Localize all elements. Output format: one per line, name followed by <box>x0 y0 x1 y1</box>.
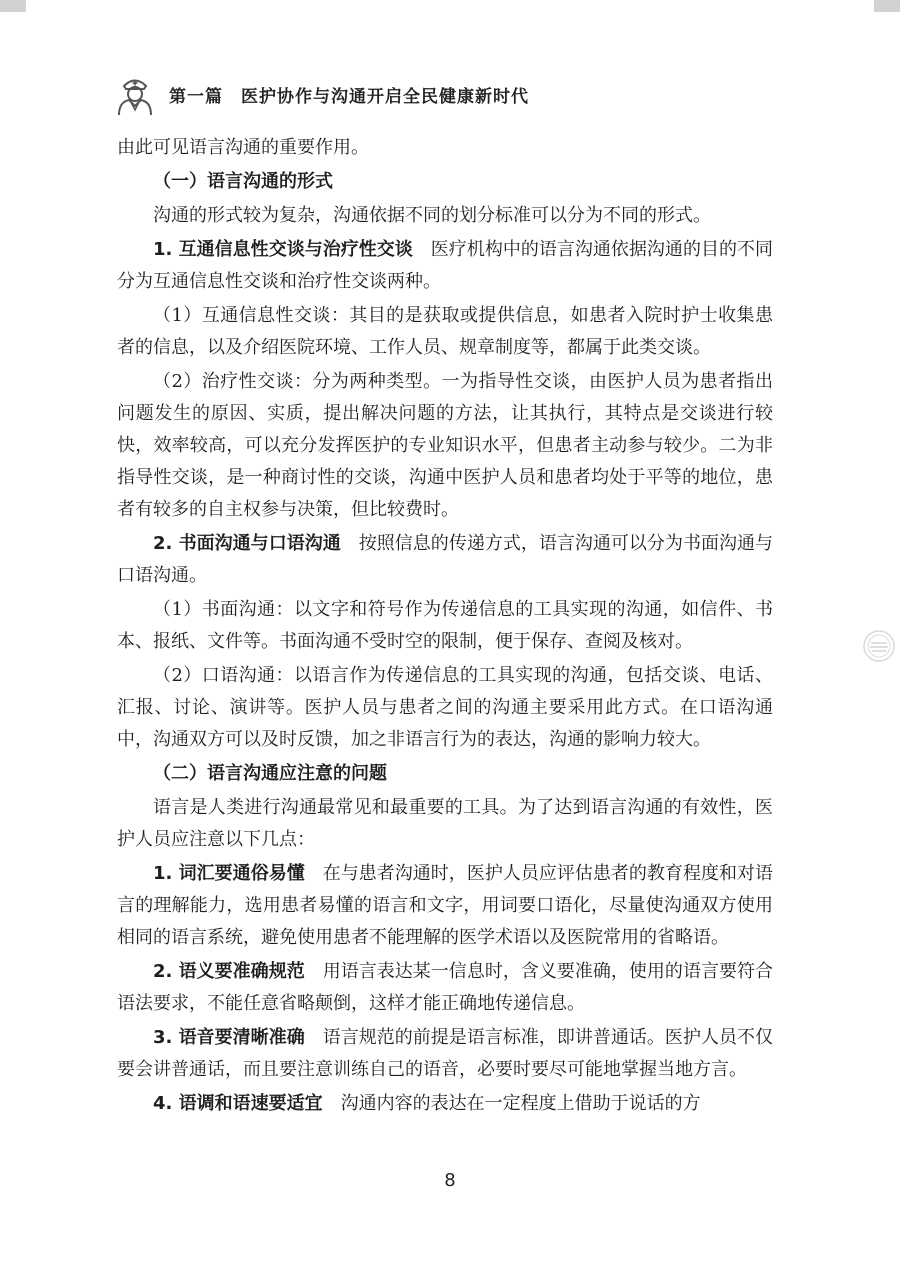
subheading-lead: 2. 书面沟通与口语沟通 <box>153 533 341 554</box>
paragraph: 4. 语调和语速要适宜 沟通内容的表达在一定程度上借助于说话的方 <box>153 1093 701 1114</box>
crop-mark-right <box>874 0 900 12</box>
paragraph: 语言是人类进行沟通最常见和最重要的工具。为了达到语言沟通的有效性，医护人员应注意以下几点： <box>117 797 773 850</box>
paragraph: 2. 书面沟通与口语沟通 按照信息的传递方式，语言沟通可以分为书面沟通与口语沟通。 <box>117 533 773 586</box>
subheading-lead: 3. 语音要清晰准确 <box>153 1027 305 1048</box>
subheading-lead: 2. 语义要准确规范 <box>153 961 305 982</box>
paragraph: （2）治疗性交谈：分为两种类型。一为指导性交谈，由医护人员为患者指出问题发生的原因、实质，提出解决问题的方法，让其执行，其特点是交谈进行较快，效率较高，可以充分发挥医护的专业知识水平，但患者主动参与较少。二为非指导性交谈，是一种商讨性的交谈，沟通中医护人员和患者均处于平等的地位，患者有较多的自主权参与决策，但比较费时。 <box>117 371 773 520</box>
section-heading: （二）语言沟通应注意的问题 <box>153 763 387 784</box>
subheading-lead: 4. 语调和语速要适宜 <box>153 1093 323 1114</box>
paragraph: （2）口语沟通：以语言作为传递信息的工具实现的沟通，包括交谈、电话、汇报、讨论、演讲等。医护人员与患者之间的沟通主要采用此方式。在口语沟通中，沟通双方可以及时反馈，加之非语言行为的表达，沟通的影响力较大。 <box>117 665 773 750</box>
paragraph: 1. 词汇要通俗易懂 在与患者沟通时，医护人员应评估患者的教育程度和对语言的理解能力，选用患者易懂的语言和文字，用词要口语化，尽量使沟通双方使用相同的语言系统，避免使用患者不能理解的医学术语以及医院常用的省略语。 <box>117 863 773 948</box>
paragraph: （1）书面沟通：以文字和符号作为传递信息的工具实现的沟通，如信件、书本、报纸、文件等。书面沟通不受时空的限制，便于保存、查阅及核对。 <box>117 599 773 652</box>
chapter-title: 第一篇 医护协作与沟通开启全民健康新时代 <box>169 86 529 107</box>
subheading-lead: 1. 互通信息性交谈与治疗性交谈 <box>153 239 413 260</box>
publisher-seal-icon <box>862 629 896 663</box>
paragraph: 沟通的形式较为复杂，沟通依据不同的划分标准可以分为不同的形式。 <box>153 205 711 226</box>
nurse-icon <box>113 72 157 116</box>
page-number: 8 <box>444 1170 456 1191</box>
subheading-lead: 1. 词汇要通俗易懂 <box>153 863 305 884</box>
paragraph: 3. 语音要清晰准确 语言规范的前提是语言标准，即讲普通话。医护人员不仅要会讲普通话，而且要注意训练自己的语音，必要时要尽可能地掌握当地方言。 <box>117 1027 773 1080</box>
paragraph: 由此可见语言沟通的重要作用。 <box>117 137 369 158</box>
paragraph: （1）互通信息性交谈：其目的是获取或提供信息，如患者入院时护士收集患者的信息，以及介绍医院环境、工作人员、规章制度等，都属于此类交谈。 <box>117 305 773 358</box>
body-text <box>117 130 773 1120</box>
running-header <box>113 72 529 116</box>
crop-mark-left <box>0 0 26 12</box>
paragraph: 2. 语义要准确规范 用语言表达某一信息时，含义要准确，使用的语言要符合语法要求，不能任意省略颠倒，这样才能正确地传递信息。 <box>117 961 773 1014</box>
section-heading: （一）语言沟通的形式 <box>153 171 333 192</box>
paragraph: 1. 互通信息性交谈与治疗性交谈 医疗机构中的语言沟通依据沟通的目的不同分为互通信息性交谈和治疗性交谈两种。 <box>117 239 773 292</box>
